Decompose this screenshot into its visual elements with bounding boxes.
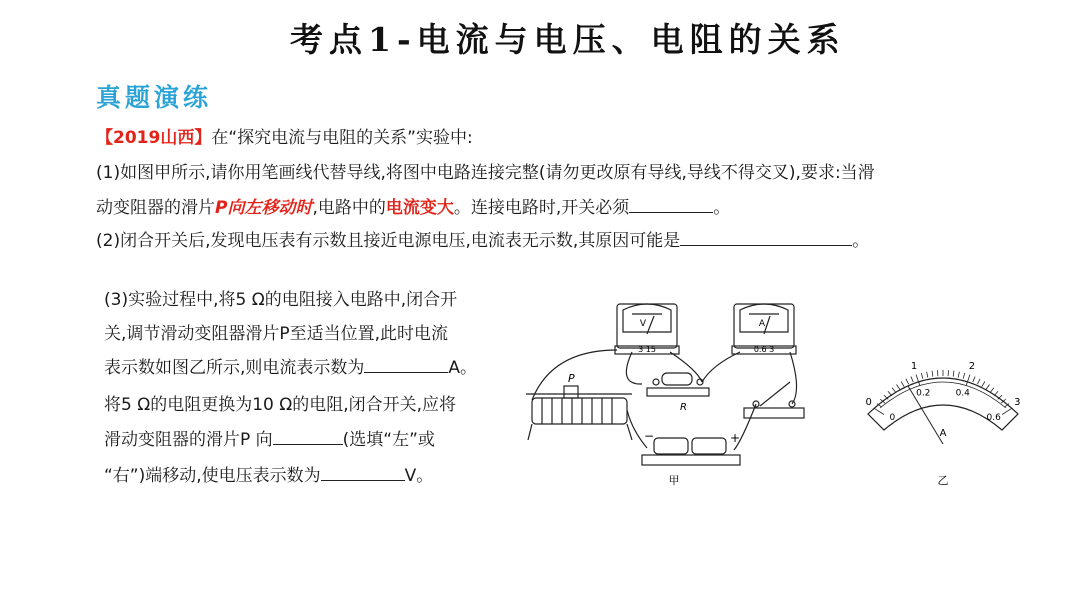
wire: [670, 352, 702, 382]
dial-top-label: 0: [865, 396, 872, 408]
dial-tick: [901, 382, 904, 387]
ammeter-terminals: 0.6 3: [753, 345, 775, 354]
caption-yi: 乙: [937, 474, 949, 487]
part3-text-3a: 表示数如图乙所示,则电流表示数为: [104, 358, 365, 378]
part3-text-5a: 滑动变阻器的滑片P 向: [104, 430, 273, 450]
page-title: 考点1-电流与电压、电阻的关系: [290, 20, 846, 59]
question-intro-line: [96, 127, 473, 149]
dial-tick: [888, 391, 892, 395]
dial-tick: [958, 372, 959, 378]
dial-bottom-label: 0.6: [986, 412, 1001, 423]
part1-text-a: 动变阻器的滑片: [96, 198, 215, 218]
part1-emphasis-slider: P向左移动时: [215, 198, 313, 218]
dial-tick: [990, 388, 994, 393]
dial-tick: [986, 384, 989, 389]
part1-line2: [96, 197, 730, 219]
part2-end: 。: [852, 231, 870, 251]
part3-text-3b: A。: [448, 358, 478, 378]
wire: [626, 352, 642, 384]
part1-emphasis-current: 电流变大: [385, 198, 454, 218]
part2-text: (2)闭合开关后,发现电压表有示数且接近电源电压,电流表无示数,其原因可能是: [96, 231, 681, 251]
part1-end: 。: [713, 198, 731, 218]
part1-text-b: ,电路中的: [312, 198, 386, 218]
question-source: 【2019山西】: [96, 128, 212, 148]
dial-tick: [911, 377, 913, 383]
part3-line2: 关,调节滑动变阻器滑片P至适当位置,此时电流: [104, 324, 449, 344]
part3-line6: [104, 465, 433, 487]
dial-top-label: 1: [910, 360, 918, 372]
battery-minus: −: [644, 429, 655, 443]
dial-tick: [977, 379, 980, 384]
resistor-label: R: [680, 402, 687, 413]
dial-tick: [966, 375, 970, 386]
dial-tick: [963, 373, 965, 379]
answer-blank-voltage[interactable]: [321, 465, 405, 481]
part1-line1: (1)如图甲所示,请你用笔画线代替导线,将图中电路连接完整(请勿更改原有导线,导线不得交叉),要求:当滑: [96, 163, 875, 183]
answer-blank-reason[interactable]: [680, 230, 852, 246]
answer-blank-direction[interactable]: [273, 429, 343, 445]
ammeter-dial-figure-yi: [862, 352, 1024, 490]
dial-top-label: 3: [1014, 396, 1021, 408]
dial-tick: [906, 379, 909, 384]
dial-tick: [916, 375, 920, 386]
part1-text-c: 。连接电路时,开关必须: [453, 198, 630, 218]
part3-text-6b: V。: [404, 466, 434, 486]
voltmeter-terminals: 3 15: [638, 345, 656, 354]
dial-tick: [927, 372, 928, 378]
dial-tick: [973, 377, 975, 383]
dial-tick: [994, 391, 998, 395]
dial-unit: A: [939, 428, 947, 439]
answer-blank-switch[interactable]: [629, 197, 713, 213]
part3-text-6a: “右”)端移动,使电压表示数为: [104, 466, 321, 486]
dial-tick: [982, 382, 985, 387]
voltmeter-letter: V: [639, 319, 647, 329]
wire: [702, 352, 740, 382]
part2-line: [96, 230, 869, 252]
dial-bottom-label: 0: [889, 412, 896, 423]
dial-top-label: 2: [968, 360, 976, 372]
caption-jia: 甲: [668, 474, 680, 487]
wire: [790, 352, 797, 404]
section-subtitle: 真题演练: [96, 83, 213, 112]
battery-plus: +: [730, 431, 741, 445]
dial-tick: [1002, 408, 1012, 414]
dial-tick: [892, 388, 896, 393]
part3-line1: (3)实验过程中,将5 Ω的电阻接入电路中,闭合开: [104, 290, 458, 310]
dial-bottom-label: 0.4: [955, 388, 970, 399]
part3-line3: [104, 357, 477, 379]
question-intro: 在“探究电流与电阻的关系”实验中:: [211, 128, 473, 148]
battery: [642, 438, 740, 465]
dial-bottom-label: 0.2: [916, 388, 931, 399]
resistor-r: [647, 373, 709, 396]
answer-blank-current[interactable]: [364, 357, 448, 373]
dial-tick: [896, 384, 899, 389]
part3-line5: [104, 429, 435, 451]
part3-text-5b: (选填“左”或: [342, 430, 435, 450]
dial-tick: [953, 371, 954, 377]
circuit-figure-jia: [522, 290, 822, 490]
slider-label: P: [568, 372, 575, 385]
rheostat: [526, 386, 632, 440]
ammeter-letter: A: [758, 319, 766, 329]
dial-tick: [921, 373, 923, 379]
part3-line4: 将5 Ω的电阻更换为10 Ω的电阻,闭合开关,应将: [104, 395, 457, 415]
dial-tick: [874, 408, 884, 414]
dial-tick: [932, 371, 933, 377]
